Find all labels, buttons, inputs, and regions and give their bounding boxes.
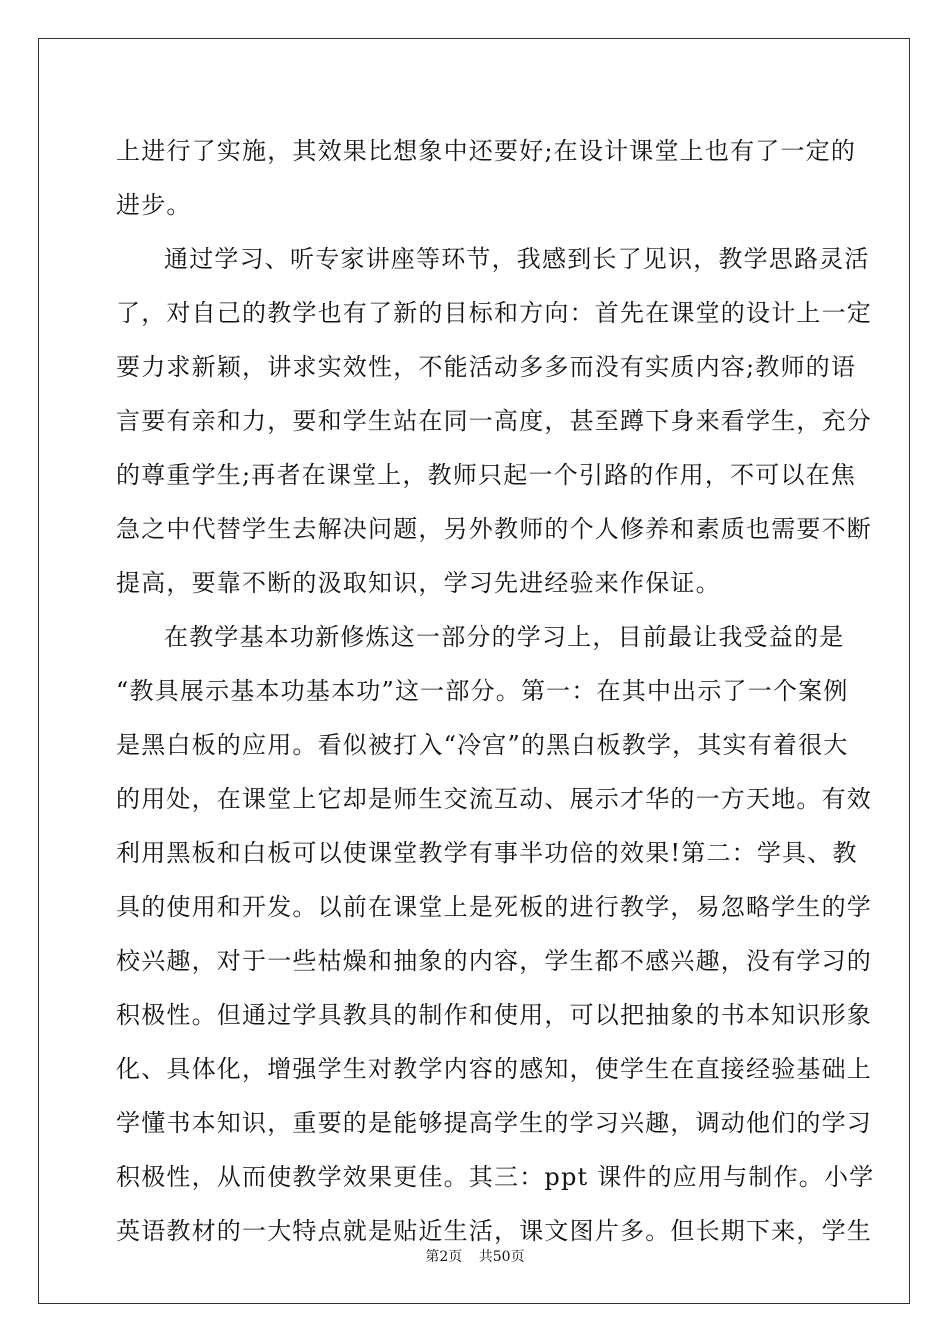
text-line: “教具展示基本功基本功”这一部分。第一：在其中出示了一个案例 xyxy=(116,677,849,705)
text-line: 进步。 xyxy=(116,191,192,219)
paragraph-start-line: 通过学习、听专家讲座等环节，我感到长了见识，教学思路灵活 xyxy=(164,245,870,273)
text-line: 积极性。但通过学具教具的制作和使用，可以把抽象的书本知识形象 xyxy=(116,1001,872,1029)
document-body xyxy=(116,124,875,1258)
page-footer xyxy=(0,1246,950,1266)
text-line: 要力求新颖，讲求实效性，不能活动多多而没有实质内容;教师的语 xyxy=(116,353,857,381)
text-line: 校兴趣，对于一些枯燥和抽象的内容，学生都不感兴趣，没有学习的 xyxy=(116,947,872,975)
paragraph-start-line: 在教学基本功新修炼这一部分的学习上，目前最让我受益的是 xyxy=(164,623,845,651)
text-line: 提高，要靠不断的汲取知识，学习先进经验来作保证。 xyxy=(116,569,721,597)
text-line: 了，对自己的教学也有了新的目标和方向：首先在课堂的设计上一定 xyxy=(116,299,872,327)
page-total: 共50页 xyxy=(478,1249,525,1265)
text-line: 学懂书本知识，重要的是能够提高学生的学习兴趣，调动他们的学习 xyxy=(116,1109,872,1137)
text-line: 利用黑板和白板可以使课堂教学有事半功倍的效果!第二：学具、教 xyxy=(116,839,858,867)
text-line: 言要有亲和力，要和学生站在同一高度，甚至蹲下身来看学生，充分 xyxy=(116,407,872,435)
text-line: 上进行了实施，其效果比想象中还要好;在设计课堂上也有了一定的 xyxy=(116,137,857,165)
text-line: 急之中代替学生去解决问题，另外教师的个人修养和素质也需要不断 xyxy=(116,515,872,543)
page-number: 第2页 xyxy=(425,1249,463,1265)
text-line: 的用处，在课堂上它却是师生交流互动、展示才华的一方天地。有效 xyxy=(116,785,872,813)
text-line: 的尊重学生;再者在课堂上，教师只起一个引路的作用，不可以在焦 xyxy=(116,461,857,489)
text-line: 具的使用和开发。以前在课堂上是死板的进行教学，易忽略学生的学 xyxy=(116,893,872,921)
text-line: 英语教材的一大特点就是贴近生活，课文图片多。但长期下来，学生 xyxy=(116,1217,872,1245)
text-line: 化、具体化，增强学生对教学内容的感知，使学生在直接经验基础上 xyxy=(116,1055,872,1083)
text-line: 积极性，从而使教学效果更佳。其三：ppt 课件的应用与制作。小学 xyxy=(116,1163,875,1191)
text-line: 是黑白板的应用。看似被打入“冷宫”的黑白板教学，其实有着很大 xyxy=(116,731,849,759)
